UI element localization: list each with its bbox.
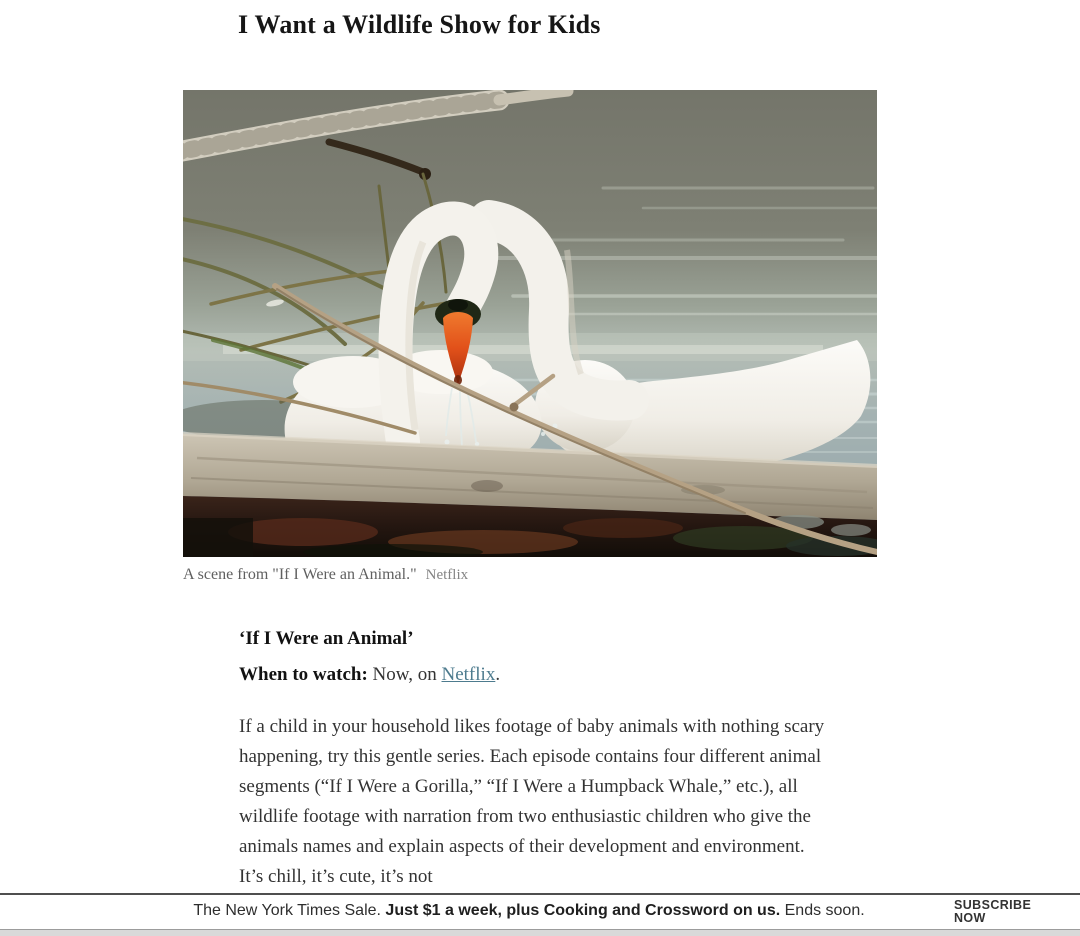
watch-text: Now, on [367,664,442,685]
banner-prefix: The New York Times Sale. [193,902,386,919]
show-title: ‘If I Were an Animal’ [239,628,414,649]
photo-caption: A scene from "If I Were an Animal." [183,566,417,583]
netflix-link[interactable]: Netflix [441,664,496,685]
article-body [239,626,825,892]
beak-knob [448,299,468,311]
watch-period: . [495,664,501,685]
subscribe-line1: SUBSCRIBE [954,898,1032,912]
article-figure [183,90,877,585]
subscription-banner[interactable] [0,893,1080,929]
banner-offer: Just $1 a week, plus Cooking and Crossword on us. [385,902,781,919]
subscribe-now-button[interactable] [954,899,1031,925]
swan-photo-illustration [183,90,877,557]
when-to-watch-label: When to watch: [239,664,368,685]
photo-caption-row [183,565,877,585]
banner-suffix: Ends soon. [780,902,865,919]
bottom-strip [0,929,1080,936]
banner-text[interactable] [0,902,1058,920]
when-to-watch-line [239,662,825,688]
article-headline: I Want a Wildlife Show for Kids [238,10,601,39]
swan-photo[interactable] [183,90,877,557]
subscribe-line2: NOW [954,911,986,925]
photo-credit: Netflix [425,567,469,583]
article-paragraph: If a child in your household likes footage of baby animals with nothing scary happening, try this gentle series. Each episode contains four different animal segments (“If I Were a Gorilla,” “If I Were a Humpback Whale,” etc.), all wildlife footage with narration from two enthusiastic children who give the animals names and explain aspects of their development and environment. It’s chill, it’s cute, it’s not [239,716,825,887]
